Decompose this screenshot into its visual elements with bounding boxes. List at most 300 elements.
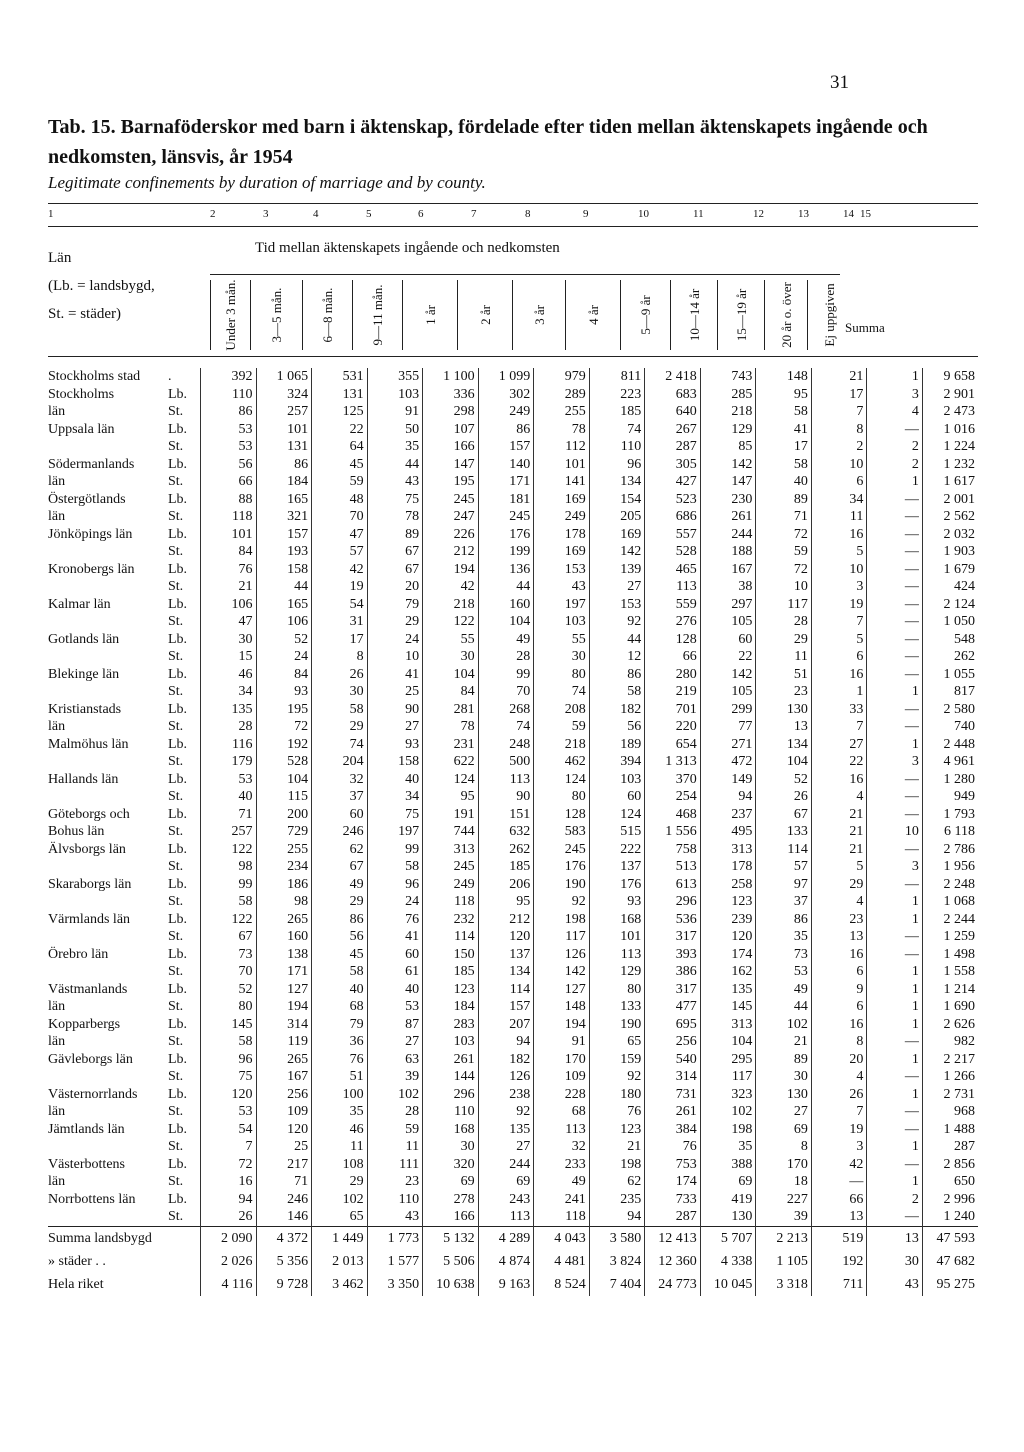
area-type: St. xyxy=(168,859,184,875)
value-cell: 16 xyxy=(811,666,867,684)
value-cell: 1 313 xyxy=(645,753,701,771)
value-cell: 79 xyxy=(312,1016,368,1034)
value-cell: 223 xyxy=(589,386,645,404)
area-type: Lb. xyxy=(168,911,188,927)
county-name: Göteborgs och xyxy=(48,806,130,822)
area-type: Lb. xyxy=(168,876,188,892)
value-cell: 58 xyxy=(756,456,812,474)
value-cell: 169 xyxy=(589,526,645,544)
area-type: Lb. xyxy=(168,771,188,787)
value-cell: 302 xyxy=(478,386,534,404)
value-cell: 2 213 xyxy=(756,1226,812,1250)
value-cell: 733 xyxy=(645,1191,701,1209)
value-cell: 68 xyxy=(312,998,368,1016)
value-cell: 142 xyxy=(700,456,756,474)
sum-cell: 1 266 xyxy=(922,1068,978,1086)
value-cell: 683 xyxy=(645,386,701,404)
table-row xyxy=(48,596,978,614)
value-cell: 19 xyxy=(312,578,368,596)
value-cell: 197 xyxy=(534,596,590,614)
value-cell: 71 xyxy=(201,806,257,824)
value-cell: 207 xyxy=(478,1016,534,1034)
value-cell: 166 xyxy=(423,1208,479,1226)
value-cell: 51 xyxy=(756,666,812,684)
table-row xyxy=(48,1016,978,1034)
value-cell: 120 xyxy=(256,1121,312,1139)
value-cell: 22 xyxy=(811,753,867,771)
column-header xyxy=(565,280,621,350)
value-cell: 160 xyxy=(478,596,534,614)
value-cell: 60 xyxy=(312,806,368,824)
value-cell: — xyxy=(867,491,923,509)
value-cell: 84 xyxy=(256,666,312,684)
value-cell: 180 xyxy=(589,1086,645,1104)
value-cell: 134 xyxy=(478,963,534,981)
value-cell: 4 xyxy=(811,788,867,806)
value-cell: 124 xyxy=(534,771,590,789)
table-row xyxy=(48,561,978,579)
value-cell: 153 xyxy=(589,596,645,614)
value-cell: 4 043 xyxy=(534,1226,590,1250)
value-cell: 37 xyxy=(312,788,368,806)
value-cell: 21 xyxy=(811,368,867,386)
value-cell: — xyxy=(867,421,923,439)
value-cell: 153 xyxy=(534,561,590,579)
county-name xyxy=(48,753,168,771)
value-cell: 6 xyxy=(811,963,867,981)
area-type: St. xyxy=(168,1104,184,1120)
value-cell: 74 xyxy=(312,736,368,754)
value-cell: — xyxy=(867,666,923,684)
value-cell: 67 xyxy=(312,858,368,876)
area-type: St. xyxy=(168,579,184,595)
value-cell: 232 xyxy=(423,911,479,929)
value-cell: 701 xyxy=(645,701,701,719)
sum-cell: 1 498 xyxy=(922,946,978,964)
header-bottom-rule xyxy=(48,356,978,357)
value-cell: 297 xyxy=(700,596,756,614)
value-cell: 30 xyxy=(423,648,479,666)
sum-cell: 47 593 xyxy=(922,1226,978,1250)
value-cell: 139 xyxy=(589,561,645,579)
value-cell: 19 xyxy=(811,596,867,614)
value-cell: 462 xyxy=(534,753,590,771)
value-cell: 142 xyxy=(589,543,645,561)
value-cell: 247 xyxy=(423,508,479,526)
county-name: Östergötlands xyxy=(48,491,126,507)
value-cell: 157 xyxy=(256,526,312,544)
value-cell: 30 xyxy=(534,648,590,666)
value-cell: 185 xyxy=(478,858,534,876)
column-number: 7 xyxy=(471,208,477,220)
value-cell: 261 xyxy=(645,1103,701,1121)
lan-label: Län xyxy=(48,250,72,266)
value-cell: 39 xyxy=(367,1068,423,1086)
value-cell: 519 xyxy=(811,1226,867,1250)
value-cell: 89 xyxy=(367,526,423,544)
value-cell: 120 xyxy=(201,1086,257,1104)
header-divider xyxy=(210,274,840,275)
value-cell: 3 xyxy=(867,386,923,404)
value-cell: 19 xyxy=(811,1121,867,1139)
area-type: Lb. xyxy=(168,631,188,647)
value-cell: 7 xyxy=(811,403,867,421)
value-cell: 419 xyxy=(700,1191,756,1209)
county-name xyxy=(48,963,168,981)
sum-cell: 2 786 xyxy=(922,841,978,859)
value-cell: 5 xyxy=(811,631,867,649)
value-cell: 54 xyxy=(312,596,368,614)
column-number: 8 xyxy=(525,208,531,220)
value-cell: 336 xyxy=(423,386,479,404)
value-cell: 131 xyxy=(312,386,368,404)
value-cell: 178 xyxy=(534,526,590,544)
data-table xyxy=(48,368,978,1296)
value-cell: — xyxy=(867,613,923,631)
value-cell: 10 xyxy=(811,561,867,579)
area-type: St. xyxy=(168,474,184,490)
value-cell: 7 xyxy=(811,718,867,736)
duration-header: Tid mellan äktenskapets ingående och nedkomsten xyxy=(255,240,560,256)
value-cell: 758 xyxy=(645,841,701,859)
value-cell: 9 728 xyxy=(256,1273,312,1296)
value-cell: 1 xyxy=(867,963,923,981)
value-cell: 2 418 xyxy=(645,368,701,386)
value-cell: 8 xyxy=(312,648,368,666)
value-cell: 122 xyxy=(201,911,257,929)
value-cell: 58 xyxy=(312,963,368,981)
value-cell: 58 xyxy=(589,683,645,701)
value-cell: 29 xyxy=(312,1173,368,1191)
county-name xyxy=(48,578,168,596)
area-type: Lb. xyxy=(168,456,188,472)
value-cell: 44 xyxy=(756,998,812,1016)
total-label: » städer . . xyxy=(48,1253,106,1269)
sum-cell: 6 118 xyxy=(922,823,978,841)
total-row xyxy=(48,1273,978,1296)
value-cell: 199 xyxy=(478,543,534,561)
value-cell: 314 xyxy=(256,1016,312,1034)
value-cell: 93 xyxy=(589,893,645,911)
value-cell: 5 xyxy=(811,858,867,876)
value-cell: 65 xyxy=(312,1208,368,1226)
value-cell: 3 318 xyxy=(756,1273,812,1296)
value-cell: 8 xyxy=(811,421,867,439)
value-cell: 18 xyxy=(756,1173,812,1191)
value-cell: 2 xyxy=(867,456,923,474)
area-type: Lb. xyxy=(168,1191,188,1207)
value-cell: 25 xyxy=(367,683,423,701)
value-cell: 40 xyxy=(201,788,257,806)
area-type: Lb. xyxy=(168,806,188,822)
county-name: län xyxy=(48,509,66,525)
value-cell: 1 xyxy=(867,736,923,754)
area-type: St. xyxy=(168,894,184,910)
value-cell: 38 xyxy=(700,578,756,596)
area-type: Lb. xyxy=(168,841,188,857)
value-cell: 117 xyxy=(700,1068,756,1086)
value-cell: 729 xyxy=(256,823,312,841)
column-number: 14 xyxy=(843,208,854,220)
area-type: Lb. xyxy=(168,1121,188,1137)
value-cell: 170 xyxy=(534,1051,590,1069)
value-cell: 13 xyxy=(867,1226,923,1250)
value-cell: 249 xyxy=(478,403,534,421)
value-cell: 7 xyxy=(201,1138,257,1156)
value-cell: 583 xyxy=(534,823,590,841)
value-cell: 3 xyxy=(867,753,923,771)
page-number: 31 xyxy=(830,72,849,93)
value-cell: 258 xyxy=(700,876,756,894)
value-cell: 222 xyxy=(589,841,645,859)
area-type: St. xyxy=(168,1209,184,1225)
value-cell: 227 xyxy=(756,1191,812,1209)
value-cell: 98 xyxy=(201,858,257,876)
value-cell: 1 xyxy=(867,1016,923,1034)
value-cell: 5 132 xyxy=(423,1226,479,1250)
value-cell: 200 xyxy=(256,806,312,824)
value-cell: 45 xyxy=(312,456,368,474)
column-number: 2 xyxy=(210,208,216,220)
value-cell: 62 xyxy=(589,1173,645,1191)
table-row xyxy=(48,1033,978,1051)
area-type: St. xyxy=(168,999,184,1015)
value-cell: 154 xyxy=(589,491,645,509)
table-row xyxy=(48,526,978,544)
value-cell: 86 xyxy=(756,911,812,929)
value-cell: 324 xyxy=(256,386,312,404)
value-cell: 92 xyxy=(478,1103,534,1121)
table-row xyxy=(48,718,978,736)
value-cell: 80 xyxy=(589,981,645,999)
value-cell: 3 462 xyxy=(312,1273,368,1296)
value-cell: 4 116 xyxy=(201,1273,257,1296)
value-cell: 124 xyxy=(423,771,479,789)
value-cell: 110 xyxy=(589,438,645,456)
value-cell: 32 xyxy=(534,1138,590,1156)
value-cell: 267 xyxy=(645,421,701,439)
value-cell: 6 xyxy=(811,648,867,666)
value-cell: 141 xyxy=(534,473,590,491)
value-cell: 129 xyxy=(589,963,645,981)
value-cell: 106 xyxy=(201,596,257,614)
value-cell: 108 xyxy=(312,1156,368,1174)
value-cell: 228 xyxy=(534,1086,590,1104)
value-cell: 1 xyxy=(867,1086,923,1104)
sum-cell: 1 903 xyxy=(922,543,978,561)
county-name: län xyxy=(48,1034,66,1050)
value-cell: 42 xyxy=(423,578,479,596)
value-cell: 1 xyxy=(867,1173,923,1191)
value-cell: 296 xyxy=(423,1086,479,1104)
value-cell: 24 xyxy=(367,631,423,649)
sum-cell: 2 248 xyxy=(922,876,978,894)
county-name xyxy=(48,613,168,631)
value-cell: 193 xyxy=(256,543,312,561)
value-cell: — xyxy=(867,1103,923,1121)
value-cell: 70 xyxy=(201,963,257,981)
value-cell: 128 xyxy=(534,806,590,824)
value-cell: 43 xyxy=(367,1208,423,1226)
area-type: St. xyxy=(168,789,184,805)
value-cell: 58 xyxy=(312,701,368,719)
value-cell: 313 xyxy=(700,841,756,859)
value-cell: 74 xyxy=(534,683,590,701)
sum-cell: 1 558 xyxy=(922,963,978,981)
county-name: Södermanlands xyxy=(48,456,135,472)
sum-cell: 1 679 xyxy=(922,561,978,579)
value-cell: 90 xyxy=(478,788,534,806)
value-cell: 11 xyxy=(312,1138,368,1156)
value-cell: 84 xyxy=(423,683,479,701)
value-cell: 22 xyxy=(700,648,756,666)
value-cell: 53 xyxy=(201,1103,257,1121)
value-cell: 137 xyxy=(589,858,645,876)
value-cell: 44 xyxy=(256,578,312,596)
value-cell: — xyxy=(867,1208,923,1226)
value-cell: 317 xyxy=(645,928,701,946)
column-header-label: Under 3 mån. xyxy=(223,279,238,351)
sum-cell: 1 232 xyxy=(922,456,978,474)
column-number: 15 xyxy=(860,208,871,220)
area-type: Lb. xyxy=(168,386,188,402)
value-cell: 182 xyxy=(478,1051,534,1069)
value-cell: 93 xyxy=(256,683,312,701)
value-cell: 47 xyxy=(201,613,257,631)
value-cell: 41 xyxy=(367,928,423,946)
value-cell: 96 xyxy=(367,876,423,894)
value-cell: 1 xyxy=(867,998,923,1016)
value-cell: 30 xyxy=(867,1250,923,1273)
value-cell: 145 xyxy=(201,1016,257,1034)
value-cell: 217 xyxy=(256,1156,312,1174)
sum-cell: 817 xyxy=(922,683,978,701)
value-cell: 744 xyxy=(423,823,479,841)
value-cell: 2 xyxy=(867,438,923,456)
value-cell: 69 xyxy=(423,1173,479,1191)
value-cell: 94 xyxy=(589,1208,645,1226)
sum-cell: 2 731 xyxy=(922,1086,978,1104)
value-cell: 528 xyxy=(645,543,701,561)
value-cell: 101 xyxy=(589,928,645,946)
value-cell: 47 xyxy=(312,526,368,544)
value-cell: 261 xyxy=(700,508,756,526)
table-row xyxy=(48,858,978,876)
sum-cell: 1 214 xyxy=(922,981,978,999)
county-name: län xyxy=(48,1174,66,1190)
value-cell: 93 xyxy=(367,736,423,754)
value-cell: 130 xyxy=(756,701,812,719)
column-header-label: 3—5 mån. xyxy=(269,287,284,343)
area-type: St. xyxy=(168,1069,184,1085)
value-cell: 49 xyxy=(478,631,534,649)
value-cell: 74 xyxy=(589,421,645,439)
sum-cell: 1 224 xyxy=(922,438,978,456)
value-cell: 212 xyxy=(423,543,479,561)
value-cell: 7 xyxy=(811,1103,867,1121)
county-name xyxy=(48,928,168,946)
value-cell: 559 xyxy=(645,596,701,614)
sum-cell: 2 562 xyxy=(922,508,978,526)
value-cell: 72 xyxy=(756,561,812,579)
area-type: Lb. xyxy=(168,421,188,437)
value-cell: 104 xyxy=(256,771,312,789)
value-cell: 500 xyxy=(478,753,534,771)
sum-cell: 2 856 xyxy=(922,1156,978,1174)
value-cell: 150 xyxy=(423,946,479,964)
value-cell: 204 xyxy=(312,753,368,771)
value-cell: 179 xyxy=(201,753,257,771)
value-cell: 138 xyxy=(256,946,312,964)
county-name xyxy=(48,543,168,561)
value-cell: 5 xyxy=(811,543,867,561)
area-type: St. xyxy=(168,1139,184,1155)
value-cell: 117 xyxy=(756,596,812,614)
column-number: 12 xyxy=(753,208,764,220)
value-cell: 33 xyxy=(811,701,867,719)
column-header-label: 15—19 år xyxy=(733,288,749,342)
value-cell: 299 xyxy=(700,701,756,719)
value-cell: 44 xyxy=(589,631,645,649)
value-cell: 218 xyxy=(423,596,479,614)
value-cell: 30 xyxy=(312,683,368,701)
value-cell: 2 xyxy=(867,1191,923,1209)
value-cell: 105 xyxy=(700,683,756,701)
value-cell: 55 xyxy=(423,631,479,649)
county-name xyxy=(48,788,168,806)
value-cell: 80 xyxy=(534,666,590,684)
area-type: Lb. xyxy=(168,1051,188,1067)
value-cell: 23 xyxy=(367,1173,423,1191)
value-cell: 86 xyxy=(312,911,368,929)
county-name: Uppsala län xyxy=(48,421,115,437)
value-cell: 3 580 xyxy=(589,1226,645,1250)
value-cell: 69 xyxy=(478,1173,534,1191)
value-cell: 27 xyxy=(756,1103,812,1121)
value-cell: 465 xyxy=(645,561,701,579)
value-cell: 20 xyxy=(367,578,423,596)
table-row xyxy=(48,666,978,684)
value-cell: 289 xyxy=(534,386,590,404)
value-cell: 314 xyxy=(645,1068,701,1086)
value-cell: 182 xyxy=(589,701,645,719)
value-cell: 59 xyxy=(756,543,812,561)
value-cell: 171 xyxy=(478,473,534,491)
value-cell: 95 xyxy=(423,788,479,806)
value-cell: 16 xyxy=(811,526,867,544)
value-cell: 60 xyxy=(700,631,756,649)
sum-cell: 1 793 xyxy=(922,806,978,824)
value-cell: 104 xyxy=(423,666,479,684)
value-cell: 46 xyxy=(312,1121,368,1139)
value-cell: 114 xyxy=(478,981,534,999)
table-title: Tab. 15. Barnaföderskor med barn i äktenskap, fördelade efter tiden mellan äktenskapets ingående och nedkomsten, länsvis, år 1954 xyxy=(48,116,928,168)
value-cell: 3 xyxy=(811,578,867,596)
value-cell: 178 xyxy=(700,858,756,876)
table-row xyxy=(48,1191,978,1209)
table-row xyxy=(48,648,978,666)
value-cell: 135 xyxy=(478,1121,534,1139)
table-row xyxy=(48,1051,978,1069)
value-cell: 237 xyxy=(700,806,756,824)
value-cell: 13 xyxy=(756,718,812,736)
column-header-label: 3 år xyxy=(531,305,547,325)
value-cell: 536 xyxy=(645,911,701,929)
value-cell: 149 xyxy=(700,771,756,789)
value-cell: 7 404 xyxy=(589,1273,645,1296)
value-cell: 244 xyxy=(478,1156,534,1174)
county-name xyxy=(48,1138,168,1156)
